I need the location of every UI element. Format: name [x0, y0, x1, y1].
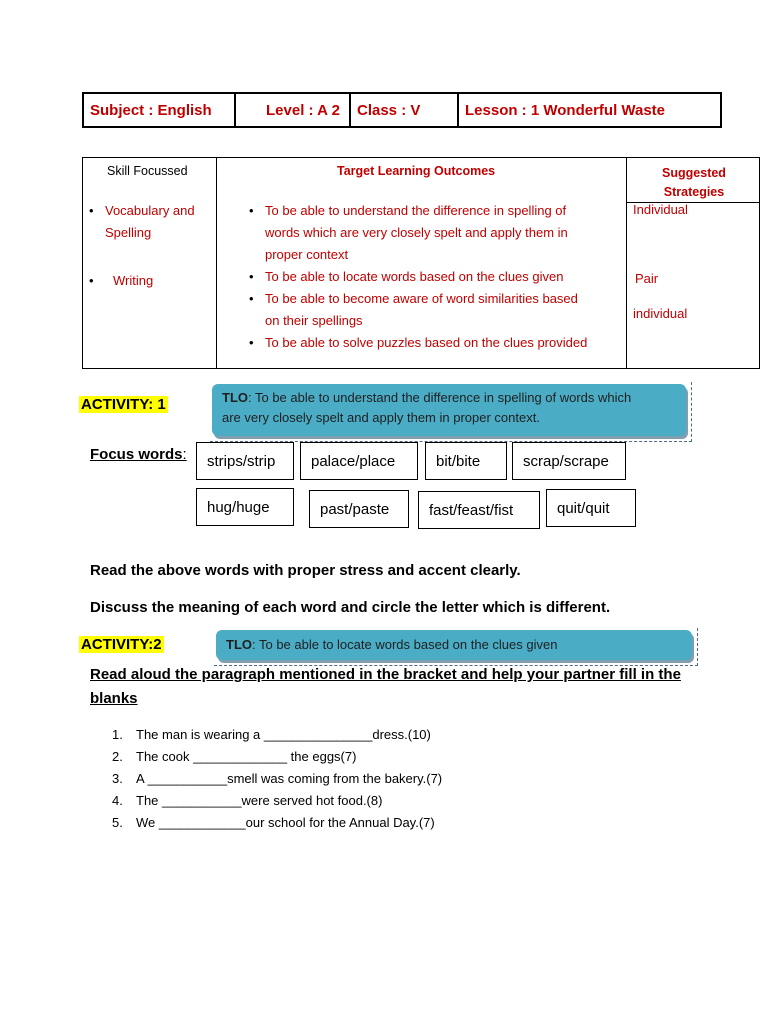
outcome-item: • To be able to understand the difference in spelling of words which are very closely spelt and apply them in proper context	[243, 200, 623, 266]
subject-cell: Subject : English	[84, 94, 236, 126]
skills-table	[82, 157, 760, 369]
skill-item: • Writing	[83, 270, 216, 292]
focus-word: palace/place	[300, 442, 418, 480]
list-item: 1. The man is wearing a _______________dress.(10)	[112, 727, 431, 742]
focus-word: past/paste	[309, 490, 409, 528]
focus-word: quit/quit	[546, 489, 636, 527]
strategy-item: individual	[633, 306, 688, 321]
strategies-header: Suggested Strategies	[662, 166, 726, 199]
skill-header: Skill Focussed	[107, 164, 188, 178]
strategy-item: Pair	[635, 271, 659, 286]
activity1-label: ACTIVITY: 1	[81, 396, 166, 413]
activity2-tlo-box: TLO: To be able to locate words based on the clues given	[216, 630, 692, 660]
instruction-read: Read the above words with proper stress and accent clearly.	[90, 562, 521, 579]
outcome-item: • To be able to locate words based on the clues given	[243, 266, 623, 288]
fill-blanks-list	[112, 724, 442, 834]
outcomes-header: Target Learning Outcomes	[337, 164, 496, 178]
strategy-item: Individual	[633, 202, 688, 217]
list-item: 3. A ___________smell was coming from the bakery.(7)	[112, 771, 443, 786]
focus-word: bit/bite	[425, 442, 507, 480]
header-table	[82, 92, 722, 128]
outcome-item: • To be able to become aware of word similarities based on their spellings	[243, 288, 623, 332]
focus-words-label: Focus words:	[90, 446, 187, 463]
focus-word: strips/strip	[196, 442, 294, 480]
instruction-discuss: Discuss the meaning of each word and circle the letter which is different.	[90, 599, 611, 616]
list-item: 4. The ___________were served hot food.(8)	[112, 793, 383, 808]
outcome-list	[243, 200, 623, 354]
focus-word: scrap/scrape	[512, 442, 626, 480]
list-item: 5. We ____________our school for the Annual Day.(7)	[112, 815, 435, 830]
focus-word: fast/feast/fist	[418, 491, 540, 529]
focus-word: hug/huge	[196, 488, 294, 526]
activity1-tlo-box: TLO: To be able to understand the difference in spelling of words which are very closely spelt and apply them in proper context.	[212, 384, 686, 436]
class-cell: Class : V	[351, 94, 459, 126]
activity2-label: ACTIVITY:2	[81, 636, 162, 653]
level-cell: Level : A 2	[236, 94, 351, 126]
outcome-item: • To be able to solve puzzles based on the clues provided	[243, 332, 623, 354]
skill-item: • Vocabulary and Spelling	[83, 200, 216, 244]
list-item: 2. The cook _____________ the eggs(7)	[112, 749, 357, 764]
lesson-cell: Lesson : 1 Wonderful Waste	[465, 101, 666, 119]
activity2-heading: Read aloud the paragraph mentioned in the bracket and help your partner fill in the blanks	[90, 666, 681, 707]
skill-list	[83, 200, 216, 292]
